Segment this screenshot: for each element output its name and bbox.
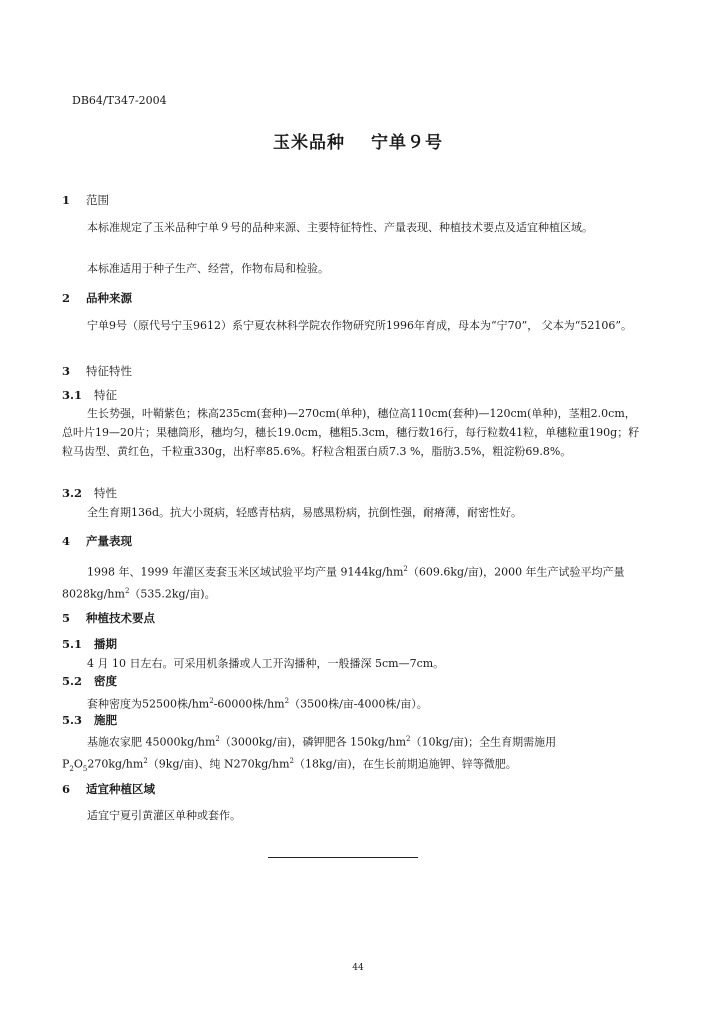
page-number: 44: [352, 963, 364, 973]
section-5-3-paragraph: [62, 730, 640, 779]
superscript: 2: [403, 565, 408, 573]
section-number: 5: [62, 611, 71, 625]
section-number: 2: [62, 291, 71, 305]
section-title: 产量表现: [86, 534, 132, 548]
text-run: （3500株/亩-4000株/亩）。: [289, 697, 428, 711]
section-title: 特征特性: [86, 364, 132, 378]
section-number: 5.2: [62, 674, 83, 688]
section-1-heading: [62, 192, 109, 208]
section-3-2-heading: [62, 485, 117, 501]
section-number: 4: [62, 534, 71, 548]
superscript: 2: [284, 697, 290, 705]
text-run: （535.2kg/亩)。: [129, 587, 216, 601]
section-1-paragraph-1: 本标准规定了玉米品种宁单９号的品种来源、主要特征特性、产量表现、种植技术要点及适宜种植区域。: [87, 221, 593, 234]
section-title: 范围: [86, 193, 109, 207]
section-5-3-heading: [62, 712, 117, 728]
section-3-1-paragraph: 生长势强，叶鞘紫色；株高235cm(套种)—270cm(单种)，穗位高110cm(套种)—120cm(单种)，茎粗2.0cm，总叶片19—20片；果穗筒形，穗均匀，穗长19.0cm，穗粗5.3cm，穗行数16行，每行粒数41粒，单穗粒重190g；籽粒马齿型、黄红色，千粒重330g，出籽率85.6%。籽粒含粗蛋白质7.3 %，脂肪3.5%，粗淀粉69.8%。: [62, 407, 640, 458]
section-6-heading: [62, 781, 155, 797]
section-title: 密度: [94, 674, 117, 688]
superscript: 2: [143, 756, 148, 765]
text-run: 基施农家肥 45000kg/hm: [87, 735, 216, 749]
text-run: （18kg/亩)，在生长前期追施钾、锌等微肥。: [294, 757, 517, 771]
section-3-2-paragraph: 全生育期136d。抗大小斑病，轻感青枯病，易感黑粉病，抗倒性强，耐瘠薄，耐密性好。: [87, 506, 523, 519]
text-run: （609.6kg/亩)，2000 年生产试验平均产量 8028kg/hm: [62, 565, 625, 601]
section-number: 5.3: [62, 713, 83, 727]
standard-code: DB64/T347-2004: [72, 94, 167, 107]
section-number: 5.1: [62, 637, 83, 651]
section-title: 施肥: [94, 713, 117, 727]
superscript: 2: [215, 735, 220, 743]
section-3-1-heading: [62, 387, 117, 403]
section-6-paragraph: 适宜宁夏引黄灌区单种或套作。: [87, 809, 241, 822]
section-2-heading: [62, 290, 132, 306]
section-title: 适宜种植区域: [86, 782, 155, 796]
title-main: 玉米品种: [273, 133, 345, 153]
superscript: 2: [406, 735, 411, 743]
text-run: 270kg/hm: [87, 757, 144, 771]
section-title: 品种来源: [86, 291, 132, 305]
superscript: 2: [124, 586, 130, 595]
section-4-heading: [62, 533, 132, 549]
superscript: 2: [289, 756, 294, 765]
subscript: 2: [69, 764, 74, 773]
section-1-paragraph-2: 本标准适用于种子生产、经营，作物布局和检验。: [87, 262, 329, 275]
section-number: 6: [62, 782, 71, 796]
section-5-1-heading: [62, 636, 117, 652]
subscript: 5: [82, 764, 88, 773]
text-run: -60000株/hm: [213, 697, 285, 711]
text-run: （3000kg/亩)，磷钾肥各 150kg/hm: [219, 735, 407, 749]
title-variety: 宁单９号: [371, 133, 443, 153]
section-title: 特征: [94, 388, 117, 402]
section-title: 种植技术要点: [86, 611, 155, 625]
section-title: 播期: [94, 637, 117, 651]
section-number: 3: [62, 364, 71, 378]
text-run: （9kg/亩)、纯 N270kg/hm: [147, 757, 290, 771]
section-5-2-heading: [62, 673, 117, 689]
text-run: 1998 年、1999 年灌区麦套玉米区域试验平均产量 9144kg/hm: [87, 565, 404, 579]
section-5-1-paragraph: 4 月 10 日左右。可采用机条播或人工开沟播种，一般播深 5cm—7cm。: [87, 657, 445, 670]
section-2-paragraph: 宁单9号（原代号宁玉9612）系宁夏农林科学院农作物研究所1996年育成，母本为“宁70”， 父本为“52106”。: [87, 319, 632, 332]
text-run: （10kg/亩)；全生育期需施用 P: [62, 735, 557, 771]
section-number: 3.1: [62, 388, 83, 402]
section-5-heading: [62, 610, 155, 626]
section-3-heading: [62, 363, 132, 379]
superscript: 2: [209, 697, 214, 705]
document-title: [0, 128, 716, 153]
section-number: 3.2: [62, 486, 83, 500]
end-divider: [268, 857, 418, 858]
section-number: 1: [62, 193, 71, 207]
text-run: 套种密度为52500株/hm: [87, 697, 210, 711]
section-4-paragraph: [62, 560, 640, 603]
section-title: 特性: [94, 486, 117, 500]
section-5-2-paragraph: [62, 692, 640, 714]
text-run: O: [73, 757, 83, 771]
